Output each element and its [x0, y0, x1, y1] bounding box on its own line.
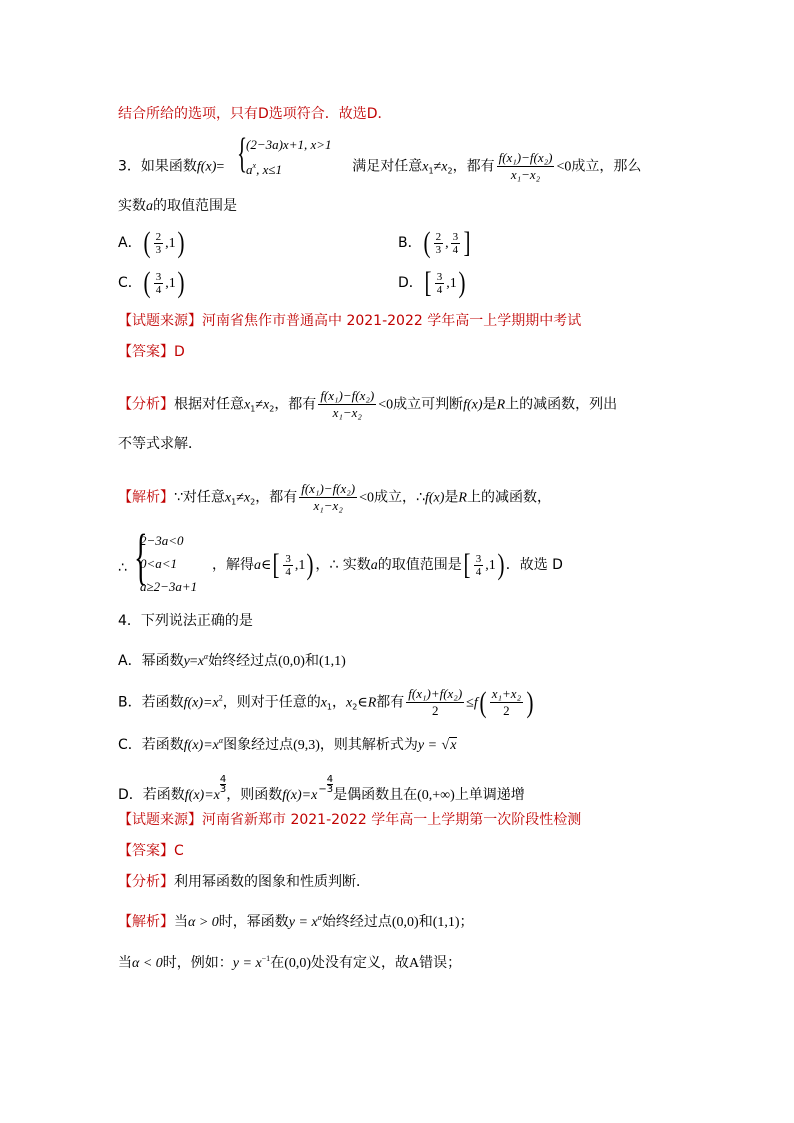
q4-option-b: B．若函数$f(x)=x^2$，则对于任意的$x_1$，$x_2\in R$都有 $\frac{\text{f(x₁)+f(x₂)}}{2}$ ≤f( $\frac{\text{x₁+x₂}}{2}$ )	[118, 685, 534, 719]
q3-option-d: D．[ $\frac{3}{4}$ ,1)	[398, 266, 466, 299]
q4-option-c: C．若函数$f(x)=x^\alpha$图象经过点(9,3)，则其解析式为y = √x	[118, 736, 457, 753]
q3-solution: 【解析】∵对任意$x_1\ne x_2$，都有 $\frac{\text{f(x₁)−f(x₂)}}{\text{x₁−x₂}}$ <0成立，∴f(x)是R上的减函数，	[118, 481, 551, 513]
q3-piecewise-brace: {	[237, 131, 248, 177]
prev-conclusion: 结合所给的选项，只有D选项符合．故选D．	[118, 106, 392, 122]
q3-stem-line1: 3．如果函数f(x)= 满足对任意$x_1\ne x_2$，都有 $\frac{\text{f(x₁)−f(x₂)}}{\text{x₁−x₂}}$ <0成立，那么	[118, 150, 642, 182]
q3-tail: 成立，那么	[571, 158, 642, 175]
q3-analysis: 【分析】根据对任意$x_1\ne x_2$，都有 $\frac{\text{f(x₁)−f(x₂)}}{\text{x₁−x₂}}$ <0成立可判断f(x)是R上的减函数，列出	[118, 388, 618, 420]
q3-mid: 满足对任意	[352, 158, 423, 175]
q3-therefore-1: ∴	[118, 560, 127, 576]
q4-source: 【试题来源】河南省新郑市 2021-2022 学年高一上学期第一次阶段性检测	[118, 812, 582, 828]
q3-analysis-line2: 不等式求解．	[118, 436, 202, 452]
q3-system-brace: {	[134, 523, 148, 591]
q3-option-b: B．( $\frac{2}{3}$ , $\frac{3}{4}$ ]	[398, 226, 471, 259]
q3-option-c: C．( $\frac{3}{4}$ ,1)	[118, 266, 185, 299]
q3-lt0: <0	[556, 159, 572, 175]
q3-neq: ≠	[433, 159, 442, 175]
q4-solution-line1: 【解析】当α > 0时，幂函数$y = x^\alpha$始终经过点(0,0)和(1,1)；	[118, 913, 474, 930]
q3-eq: =	[216, 159, 225, 175]
q3-option-a: A．( $\frac{2}{3}$ ,1)	[118, 226, 185, 259]
q3-case2: $a^x$, x≤1	[246, 161, 282, 177]
q4-solution-line2: 当α < 0时，例如：$y = x^{-1}$在(0,0)处没有定义，故A错误；	[118, 954, 462, 971]
q3-answer: 【答案】D	[118, 344, 185, 360]
q3-prefix: 如果函数	[140, 158, 197, 175]
q4-option-a: A．幂函数$y=x^\alpha$始终经过点(0,0)和(1,1)	[118, 652, 346, 669]
q3-fx: f(x)	[196, 159, 217, 175]
q3-x2: x	[441, 159, 448, 175]
q3-x1: x	[422, 159, 429, 175]
q3-case1: (2−3a)x+1, x>1	[246, 137, 332, 152]
q3-diff-quotient: $\frac{\text{f(x₁)−f(x₂)}}{\text{x₁−x₂}}$	[498, 150, 553, 182]
q3-solve-result: ，解得a∈[ $\frac{3}{4}$ ,1) ，∴ 实数a的取值范围是[ $\frac{3}{4}$ ,1) ．故选 D	[212, 548, 563, 581]
q3-number: 3．	[118, 158, 141, 175]
q4-analysis: 【分析】利用幂函数的图象和性质判断．	[118, 874, 370, 890]
q3-sys2: 0<a<1	[140, 556, 178, 571]
q3-sys1: 2−3a<0	[140, 533, 184, 548]
q3-stem-line2: 实数a的取值范围是	[118, 198, 237, 214]
q3-a-var: a	[146, 199, 153, 214]
q3-all: ，都有	[452, 158, 495, 175]
q4-stem: 4．下列说法正确的是	[118, 613, 253, 629]
q3-source: 【试题来源】河南省焦作市普通高中 2021-2022 学年高一上学期期中考试	[118, 313, 582, 329]
q3-sys3: a≥2−3a+1	[140, 579, 198, 594]
q4-answer: 【答案】C	[118, 843, 184, 859]
q4-option-d: D．若函数f(x)=x $\frac{4}{3}$ ，则函数f(x)=x− $\frac{4}{3}$ 是偶函数且在(0,+∞)上单调递增	[118, 774, 525, 803]
